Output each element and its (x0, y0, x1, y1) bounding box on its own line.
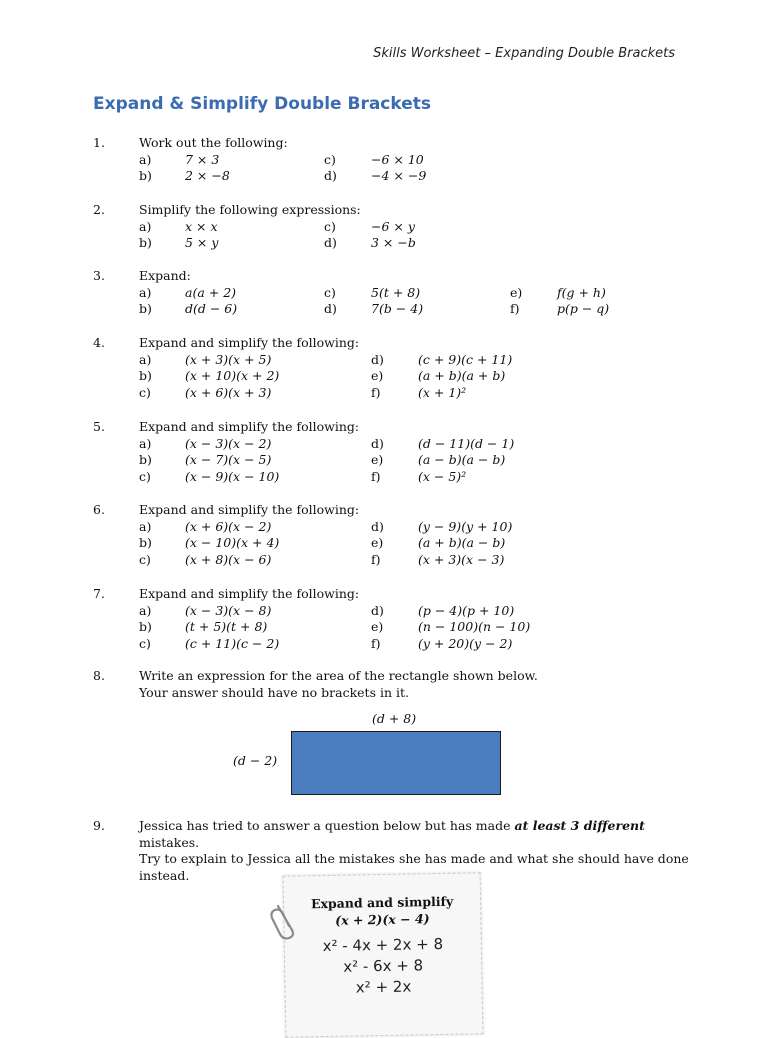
q9-text-before: Jessica has tried to answer a question below but has made (139, 818, 515, 833)
question-prompt: Simplify the following expressions: (139, 202, 361, 217)
item-expression: (c + 9)(c + 11) (418, 351, 513, 367)
item-expression: (x + 3)(x − 3) (418, 551, 505, 567)
item-expression: −6 × 10 (371, 151, 424, 167)
item-label: e) (510, 284, 523, 300)
question-prompt: Expand and simplify the following: (139, 586, 360, 601)
item-label: f) (371, 468, 381, 484)
item-expression: 3 × −b (371, 235, 416, 250)
item-expression: (a + b)(a − b) (418, 535, 506, 550)
question-prompt-line2: Your answer should have no brackets in it. (139, 684, 409, 700)
item-expression: (x − 3)(x − 8) (185, 602, 272, 618)
item-expression: (y − 9)(y + 10) (418, 518, 513, 534)
question-prompt: Expand and simplify the following: (139, 335, 360, 350)
question-prompt: Work out the following: (139, 135, 288, 150)
q9-line2: Try to explain to Jessica all the mistakes she has made and what she should have done instead. (139, 851, 689, 883)
item-expression: 7(b − 4) (371, 301, 424, 316)
note-expression: (x + 2)(x − 4) (335, 911, 430, 928)
item-expression: (n − 100)(n − 10) (418, 619, 531, 634)
item-label: b) (139, 168, 152, 183)
question-number: 6. (93, 502, 105, 517)
item-expression: (a − b)(a − b) (418, 452, 506, 467)
question-prompt: Write an expression for the area of the rectangle shown below. (139, 668, 538, 683)
item-label: d) (371, 351, 384, 367)
item-expression: (x + 8)(x − 6) (185, 551, 272, 567)
student-work-note (283, 872, 484, 1037)
question-prompt: Expand and simplify the following: (139, 419, 360, 434)
item-label: c) (139, 384, 151, 400)
page-title: Expand & Simplify Double Brackets (93, 94, 432, 114)
item-expression: a(a + 2) (185, 284, 237, 300)
item-label: d) (371, 518, 384, 534)
item-label: f) (371, 551, 381, 567)
item-expression: −6 × y (371, 218, 415, 234)
item-label: e) (371, 535, 384, 550)
item-label: a) (139, 218, 152, 234)
item-label: d) (324, 301, 337, 316)
item-expression: (y + 20)(y − 2) (418, 635, 513, 651)
item-label: a) (139, 518, 152, 534)
item-expression: d(d − 6) (185, 301, 238, 316)
rectangle-width-label: (d + 8) (372, 711, 417, 726)
question-number: 4. (93, 335, 105, 350)
item-expression: (x − 7)(x − 5) (185, 452, 272, 467)
item-label: a) (139, 602, 152, 618)
item-label: c) (139, 468, 151, 484)
item-expression: 5 × y (185, 235, 219, 250)
item-label: c) (324, 218, 336, 234)
item-expression: (x + 1)² (418, 384, 467, 400)
item-label: d) (324, 235, 337, 250)
item-expression: −4 × −9 (371, 168, 427, 183)
item-expression: (x + 6)(x − 2) (185, 518, 272, 534)
question-number: 3. (93, 268, 105, 283)
question-prompt: Expand and simplify the following: (139, 502, 360, 517)
item-label: b) (139, 301, 152, 316)
item-expression: 5(t + 8) (371, 284, 421, 300)
q9-text-after: mistakes. (139, 834, 200, 850)
item-expression: (c + 11)(c − 2) (185, 635, 280, 651)
item-expression: (x + 3)(x + 5) (185, 351, 272, 367)
item-expression: (x + 10)(x + 2) (185, 368, 280, 383)
paperclip-icon (270, 900, 300, 940)
item-expression: (d − 11)(d − 1) (418, 435, 515, 451)
item-expression: (x − 9)(x − 10) (185, 468, 280, 484)
item-expression: f(g + h) (557, 284, 606, 300)
item-expression: (x − 5)² (418, 468, 467, 484)
item-label: c) (324, 151, 336, 167)
item-label: b) (139, 368, 152, 383)
item-expression: 7 × 3 (185, 151, 220, 167)
item-label: b) (139, 235, 152, 250)
question-number: 5. (93, 419, 105, 434)
item-expression: (p − 4)(p + 10) (418, 602, 515, 618)
item-label: e) (371, 619, 384, 634)
item-label: f) (510, 301, 520, 316)
question-number: 7. (93, 586, 105, 601)
item-label: b) (139, 619, 152, 634)
item-label: a) (139, 351, 152, 367)
item-label: f) (371, 384, 381, 400)
item-label: d) (371, 435, 384, 451)
item-label: e) (371, 452, 384, 467)
item-label: a) (139, 435, 152, 451)
question-prompt: Expand: (139, 268, 191, 283)
note-working-line: x² + 2x (355, 977, 412, 997)
item-label: e) (371, 368, 384, 383)
item-label: b) (139, 452, 152, 467)
item-label: c) (139, 551, 151, 567)
item-label: c) (324, 284, 336, 300)
worksheet-header: Skills Worksheet – Expanding Double Brackets (373, 46, 675, 61)
item-expression: x × x (185, 218, 218, 234)
note-working-line: x² - 6x + 8 (343, 956, 424, 976)
item-expression: (x − 3)(x − 2) (185, 435, 272, 451)
item-expression: 2 × −8 (185, 168, 230, 183)
item-label: c) (139, 635, 151, 651)
item-label: b) (139, 535, 152, 550)
note-working-line: x² - 4x + 2x + 8 (322, 934, 444, 956)
question-number: 1. (93, 135, 105, 150)
rectangle-height-label: (d − 2) (233, 753, 278, 768)
item-label: f) (371, 635, 381, 651)
item-expression: (a + b)(a + b) (418, 368, 506, 383)
question-number: 9. (93, 818, 105, 833)
question-number: 8. (93, 668, 105, 683)
item-label: d) (371, 602, 384, 618)
item-label: a) (139, 151, 152, 167)
item-expression: (x − 10)(x + 4) (185, 535, 280, 550)
question-number: 2. (93, 202, 105, 217)
note-working (285, 933, 482, 999)
item-expression: (x + 6)(x + 3) (185, 384, 272, 400)
q9-emphasis: at least 3 different (514, 818, 645, 833)
item-expression: (t + 5)(t + 8) (185, 619, 268, 634)
item-label: d) (324, 168, 337, 183)
note-title: Expand and simplify (310, 893, 454, 912)
rectangle-diagram (291, 731, 501, 795)
item-label: a) (139, 284, 152, 300)
item-expression: p(p − q) (557, 301, 610, 316)
